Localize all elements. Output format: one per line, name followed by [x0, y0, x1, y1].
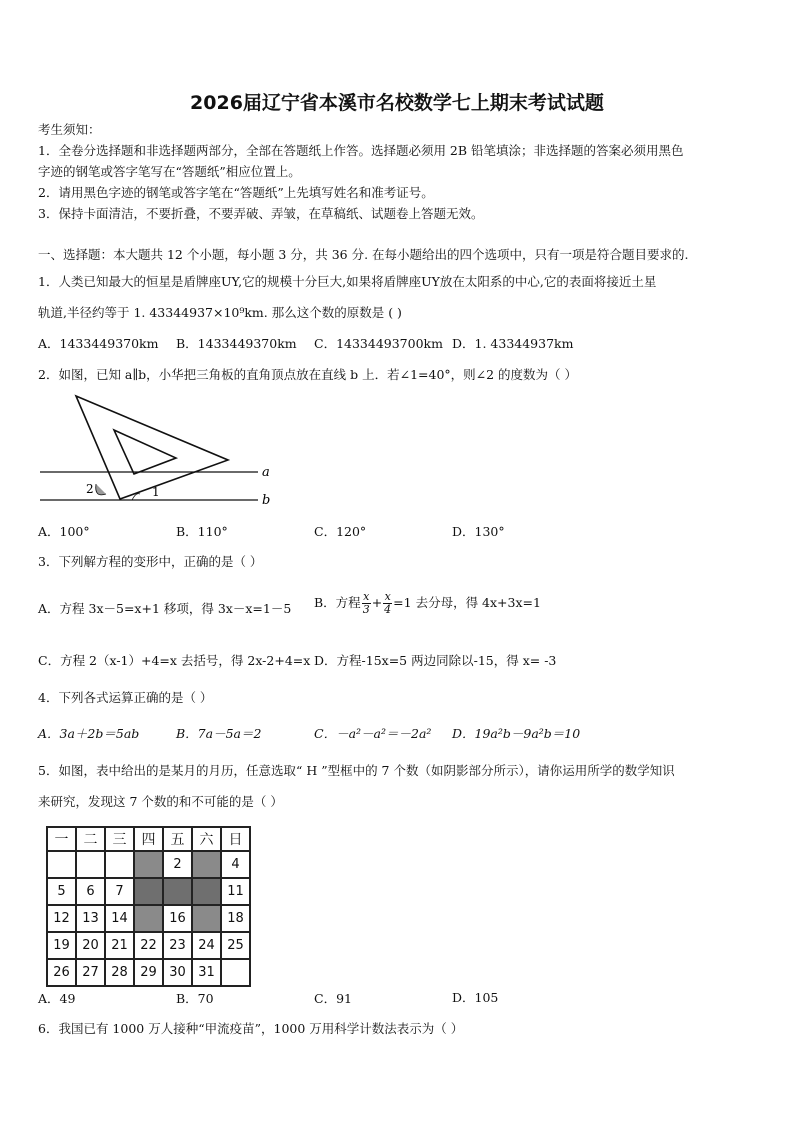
calendar-row	[47, 905, 250, 932]
q2-option-d: D．130°	[452, 524, 505, 539]
q4-option-c: C．－a²－a²＝－2a²	[314, 726, 432, 741]
calendar-cell-shaded	[134, 851, 163, 878]
q3-option-d: D．方程-15x=5 两边同除以-15，得 x= -3	[314, 653, 557, 668]
calendar-cell-shaded	[192, 851, 221, 878]
weekday-sun: 日	[221, 827, 250, 851]
calendar-cell: 16	[163, 905, 192, 932]
calendar-cell: 21	[105, 932, 134, 959]
q2-option-b: B．110°	[176, 524, 228, 539]
notice-item-2: 2．请用黑色字迹的钢笔或答字笔在“答题纸”上先填写姓名和准考证号。	[38, 185, 434, 200]
weekday-thu: 四	[134, 827, 163, 851]
calendar-cell: 5	[47, 878, 76, 905]
section-heading: 一、选择题：本大题共 12 个小题，每小题 3 分，共 36 分. 在每小题给出的四个选项中，只有一项是符合题目要求的.	[38, 247, 689, 262]
label-a: a	[262, 465, 270, 480]
calendar-cell-shaded	[192, 878, 221, 905]
calendar-cell: 13	[76, 905, 105, 932]
calendar-cell: 31	[192, 959, 221, 986]
fraction-denominator: 4	[384, 603, 392, 616]
q5-stem-line2: 来研究，发现这 7 个数的和不可能的是（ ）	[38, 794, 283, 809]
calendar-cell	[221, 959, 250, 986]
triangle-ruler-inner	[114, 430, 176, 474]
notice-item-3: 3．保持卡面清洁，不要折叠，不要弄破、弄皱，在草稿纸、试题卷上答题无效。	[38, 206, 484, 221]
q2-option-c: C．120°	[314, 524, 367, 539]
q4-stem: 4．下列各式运算正确的是（ ）	[38, 690, 213, 705]
label-angle-2: 2	[86, 482, 94, 496]
q4-option-a: A．3a＋2b＝5ab	[38, 726, 140, 741]
weekday-fri: 五	[163, 827, 192, 851]
q5-option-d: D．105	[452, 990, 499, 1005]
calendar-cell-shaded	[134, 878, 163, 905]
fraction-denominator: 3	[362, 603, 370, 616]
calendar-cell	[76, 851, 105, 878]
q1-option-a: A．1433449370km	[38, 336, 159, 351]
calendar-cell: 23	[163, 932, 192, 959]
q1-option-c: C．14334493700km	[314, 336, 443, 351]
q5-option-a: A．49	[38, 991, 76, 1006]
calendar-cell: 6	[76, 878, 105, 905]
q1-option-d: D．1. 43344937km	[452, 336, 574, 351]
weekday-wed: 三	[105, 827, 134, 851]
calendar-row	[47, 878, 250, 905]
q2-stem: 2．如图，已知 a∥b，小华把三角板的直角顶点放在直线 b 上．若∠1=40°，则∠2 的度数为（ ）	[38, 367, 578, 382]
q3-option-b-suffix: =1 去分母，得 4x+3x=1	[393, 595, 541, 610]
calendar-cell: 30	[163, 959, 192, 986]
q3-option-c: C．方程 2（x-1）+4=x 去括号，得 2x-2+4=x	[38, 653, 311, 668]
calendar-cell	[105, 851, 134, 878]
q6-stem: 6．我国已有 1000 万人接种“甲流疫苗”，1000 万用科学计数法表示为（ ）	[38, 1021, 464, 1036]
calendar-cell	[47, 851, 76, 878]
label-angle-1: 1	[152, 485, 160, 499]
q5-option-c: C．91	[314, 991, 352, 1006]
notice-item-1: 1．全卷分选择题和非选择题两部分，全部在答题纸上作答。选择题必须用 2B 铅笔填涂；非选择题的答案必须用黑色	[38, 143, 684, 158]
angle-2-marker	[96, 484, 106, 495]
q1-stem-line1: 1．人类已知最大的恒星是盾牌座UY,它的规模十分巨大,如果将盾牌座UY放在太阳系的中心,它的表面将接近土星	[38, 274, 657, 289]
calendar-cell: 19	[47, 932, 76, 959]
calendar-cell: 28	[105, 959, 134, 986]
calendar-header-row	[47, 827, 250, 851]
weekday-tue: 二	[76, 827, 105, 851]
q5-option-b: B．70	[176, 991, 214, 1006]
page-title: 2026届辽宁省本溪市名校数学七上期末考试试题	[190, 92, 604, 114]
fraction-x-over-3	[362, 591, 371, 616]
calendar-cell: 20	[76, 932, 105, 959]
calendar-cell: 25	[221, 932, 250, 959]
calendar-cell: 14	[105, 905, 134, 932]
q3-option-a: A．方程 3x－5=x+1 移项，得 3x－x=1－5	[38, 601, 292, 616]
q5-stem-line1: 5．如图，表中给出的是某月的月历，任意选取“ H ”型框中的 7 个数（如阴影部分所示），请你运用所学的数学知识	[38, 763, 675, 778]
calendar-cell: 2	[163, 851, 192, 878]
q1-option-b: B．1433449370km	[176, 336, 297, 351]
plus-sign: +	[371, 595, 383, 610]
fraction-x-over-4	[383, 591, 392, 616]
weekday-mon: 一	[47, 827, 76, 851]
calendar-cell: 29	[134, 959, 163, 986]
q2-figure	[36, 390, 286, 510]
q3-option-b-prefix: B．方程	[314, 595, 361, 610]
calendar-cell: 26	[47, 959, 76, 986]
notice-heading: 考生须知：	[38, 122, 101, 137]
fraction-numerator: x	[363, 590, 370, 603]
calendar-cell: 7	[105, 878, 134, 905]
calendar-cell-shaded	[134, 905, 163, 932]
calendar-row	[47, 932, 250, 959]
calendar-cell-shaded	[192, 905, 221, 932]
q3-stem: 3．下列解方程的变形中，正确的是（ ）	[38, 554, 263, 569]
calendar-cell: 18	[221, 905, 250, 932]
q1-stem-line2: 轨道,半径约等于 1. 43344937×10⁹km. 那么这个数的原数是 ( )	[38, 305, 402, 320]
q2-option-a: A．100°	[38, 524, 90, 539]
notice-item-1-cont: 字迹的钢笔或答字笔写在“答题纸”相应位置上。	[38, 164, 301, 179]
calendar-cell-shaded	[163, 878, 192, 905]
calendar-cell: 4	[221, 851, 250, 878]
q3-option-b	[314, 591, 541, 616]
calendar-cell: 22	[134, 932, 163, 959]
calendar-row	[47, 851, 250, 878]
label-b: b	[262, 493, 271, 508]
calendar-cell: 11	[221, 878, 250, 905]
calendar-cell: 12	[47, 905, 76, 932]
q4-option-d: D．19a²b－9a²b＝10	[452, 726, 581, 741]
calendar-cell: 27	[76, 959, 105, 986]
weekday-sat: 六	[192, 827, 221, 851]
fraction-numerator: x	[384, 590, 391, 603]
calendar-cell: 24	[192, 932, 221, 959]
q4-option-b: B．7a－5a＝2	[176, 726, 262, 741]
calendar-table	[46, 826, 251, 987]
calendar-row	[47, 959, 250, 986]
